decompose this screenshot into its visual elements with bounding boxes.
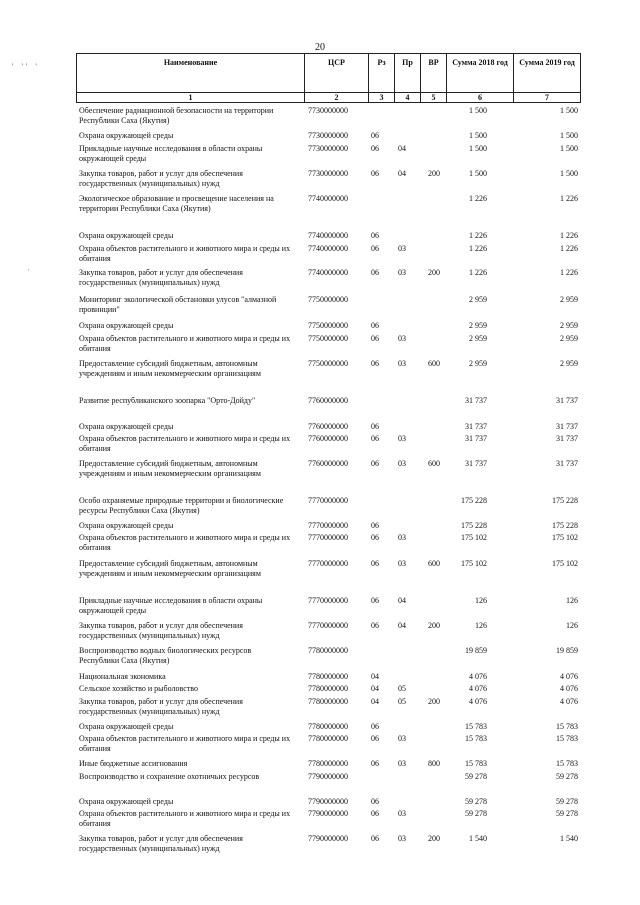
cell-s2018: 31 737 bbox=[465, 459, 487, 468]
cell-s2018: 2 959 bbox=[469, 321, 487, 330]
cell-s2019: 126 bbox=[566, 596, 578, 605]
cell-s2018: 4 076 bbox=[469, 684, 487, 693]
cell-name: Воспроизводство водных биологических ресурсов Республики Саха (Якутия) bbox=[79, 646, 252, 665]
cell-csr: 7780000000 bbox=[308, 684, 348, 693]
cell-s2018: 31 737 bbox=[465, 422, 487, 431]
cell-vr: 200 bbox=[428, 268, 440, 277]
cell-rz: 06 bbox=[371, 559, 379, 568]
cell-pr: 05 bbox=[398, 697, 406, 706]
cell-vr: 600 bbox=[428, 459, 440, 468]
cell-pr: 03 bbox=[398, 533, 406, 542]
cell-s2018: 175 102 bbox=[461, 559, 487, 568]
cell-rz: 06 bbox=[371, 131, 379, 140]
cell-csr: 7780000000 bbox=[308, 759, 348, 768]
cell-name: Охрана объектов растительного и животного мира и среды их обитания bbox=[79, 434, 291, 453]
cell-s2018: 1 226 bbox=[469, 231, 487, 240]
header-num-5: 5 bbox=[421, 93, 447, 103]
cell-name: Сельское хозяйство и рыболовство bbox=[79, 684, 199, 693]
cell-s2018: 126 bbox=[475, 596, 487, 605]
cell-name: Охрана окружающей среды bbox=[79, 131, 174, 140]
cell-s2019: 2 959 bbox=[560, 359, 578, 368]
cell-name: Охрана окружающей среды bbox=[79, 722, 174, 731]
cell-name: Экологическое образование и просвещение населения на территории Республики Саха (Якутия) bbox=[79, 194, 274, 213]
cell-s2019: 15 783 bbox=[556, 734, 578, 743]
cell-csr: 7770000000 bbox=[308, 559, 348, 568]
cell-pr: 03 bbox=[398, 459, 406, 468]
cell-pr: 03 bbox=[398, 359, 406, 368]
cell-s2019: 4 076 bbox=[560, 684, 578, 693]
cell-pr: 03 bbox=[398, 334, 406, 343]
cell-rz: 06 bbox=[371, 359, 379, 368]
cell-pr: 04 bbox=[398, 596, 406, 605]
header-num-6: 6 bbox=[447, 93, 514, 103]
cell-pr: 03 bbox=[398, 834, 406, 843]
cell-csr: 7770000000 bbox=[308, 621, 348, 630]
cell-vr: 200 bbox=[428, 169, 440, 178]
cell-csr: 7780000000 bbox=[308, 646, 348, 655]
cell-s2018: 1 226 bbox=[469, 194, 487, 203]
cell-s2019: 15 783 bbox=[556, 722, 578, 731]
cell-s2019: 175 102 bbox=[552, 559, 578, 568]
cell-vr: 600 bbox=[428, 359, 440, 368]
cell-s2019: 1 500 bbox=[560, 106, 578, 115]
page-number: 20 bbox=[315, 42, 325, 53]
cell-rz: 06 bbox=[371, 722, 379, 731]
cell-name: Иные бюджетные ассигнования bbox=[79, 759, 188, 768]
cell-csr: 7750000000 bbox=[308, 295, 348, 304]
cell-s2019: 1 500 bbox=[560, 144, 578, 153]
cell-csr: 7780000000 bbox=[308, 697, 348, 706]
cell-pr: 03 bbox=[398, 244, 406, 253]
cell-s2018: 15 783 bbox=[465, 722, 487, 731]
cell-s2018: 175 228 bbox=[461, 496, 487, 505]
cell-s2018: 1 500 bbox=[469, 106, 487, 115]
cell-name: Предоставление субсидий бюджетным, автономным учреждениям и иным некоммерческим организациям bbox=[79, 359, 261, 378]
cell-name: Развитие республиканского зоопарка "Орто-Дойду" bbox=[79, 396, 256, 405]
cell-vr: 200 bbox=[428, 621, 440, 630]
cell-rz: 06 bbox=[371, 334, 379, 343]
cell-csr: 7770000000 bbox=[308, 496, 348, 505]
cell-csr: 7790000000 bbox=[308, 834, 348, 843]
cell-s2018: 4 076 bbox=[469, 672, 487, 681]
cell-s2018: 15 783 bbox=[465, 734, 487, 743]
cell-s2019: 4 076 bbox=[560, 672, 578, 681]
cell-s2018: 1 500 bbox=[469, 144, 487, 153]
cell-name: Охрана объектов растительного и животного мира и среды их обитания bbox=[79, 334, 291, 353]
cell-s2018: 1 226 bbox=[469, 244, 487, 253]
cell-csr: 7770000000 bbox=[308, 521, 348, 530]
cell-name: Особо охраняемые природные территории и биологические ресурсы Республики Саха (Якутия) bbox=[79, 496, 284, 515]
cell-s2019: 1 500 bbox=[560, 131, 578, 140]
cell-s2018: 126 bbox=[475, 621, 487, 630]
header-num-7: 7 bbox=[514, 93, 581, 103]
cell-name: Охрана окружающей среды bbox=[79, 521, 174, 530]
cell-name: Охрана объектов растительного и животного мира и среды их обитания bbox=[79, 809, 291, 828]
cell-vr: 200 bbox=[428, 697, 440, 706]
cell-rz: 06 bbox=[371, 834, 379, 843]
cell-csr: 7780000000 bbox=[308, 734, 348, 743]
cell-s2018: 4 076 bbox=[469, 697, 487, 706]
header-num-4: 4 bbox=[395, 93, 421, 103]
cell-name: Охрана объектов растительного и животного мира и среды их обитания bbox=[79, 244, 291, 263]
cell-s2018: 1 500 bbox=[469, 169, 487, 178]
cell-s2019: 59 278 bbox=[556, 772, 578, 781]
cell-name: Закупка товаров, работ и услуг для обеспечения государственных (муниципальных) нужд bbox=[79, 268, 243, 287]
cell-rz: 04 bbox=[371, 697, 379, 706]
header-name: Наименование bbox=[77, 54, 305, 93]
cell-s2018: 1 540 bbox=[469, 834, 487, 843]
cell-csr: 7760000000 bbox=[308, 434, 348, 443]
cell-pr: 04 bbox=[398, 169, 406, 178]
scan-artifact-mark: ' '' ' bbox=[12, 62, 40, 71]
cell-s2018: 1 226 bbox=[469, 268, 487, 277]
cell-name: Предоставление субсидий бюджетным, автономным учреждениям и иным некоммерческим организациям bbox=[79, 459, 261, 478]
header-sum-2019: Сумма 2019 год bbox=[514, 54, 581, 93]
cell-rz: 04 bbox=[371, 672, 379, 681]
cell-s2018: 19 859 bbox=[465, 646, 487, 655]
cell-csr: 7790000000 bbox=[308, 772, 348, 781]
header-csr: ЦСР bbox=[305, 54, 369, 93]
cell-name: Охрана окружающей среды bbox=[79, 231, 174, 240]
cell-s2019: 4 076 bbox=[560, 697, 578, 706]
cell-name: Мониторинг экологической обстановки улусов "алмазной провинции" bbox=[79, 295, 277, 314]
header-num-3: 3 bbox=[369, 93, 395, 103]
cell-csr: 7750000000 bbox=[308, 321, 348, 330]
cell-csr: 7750000000 bbox=[308, 359, 348, 368]
cell-csr: 7760000000 bbox=[308, 459, 348, 468]
cell-vr: 600 bbox=[428, 559, 440, 568]
cell-csr: 7760000000 bbox=[308, 396, 348, 405]
cell-name: Воспроизводство и сохранение охотничьих ресурсов bbox=[79, 772, 260, 781]
cell-csr: 7730000000 bbox=[308, 131, 348, 140]
header-rz: Рз bbox=[369, 54, 395, 93]
header-num-1: 1 bbox=[77, 93, 305, 103]
cell-csr: 7730000000 bbox=[308, 106, 348, 115]
cell-csr: 7760000000 bbox=[308, 422, 348, 431]
cell-s2019: 31 737 bbox=[556, 459, 578, 468]
cell-s2018: 31 737 bbox=[465, 396, 487, 405]
cell-s2019: 2 959 bbox=[560, 321, 578, 330]
cell-rz: 06 bbox=[371, 759, 379, 768]
cell-vr: 800 bbox=[428, 759, 440, 768]
cell-s2018: 1 500 bbox=[469, 131, 487, 140]
cell-csr: 7780000000 bbox=[308, 672, 348, 681]
cell-rz: 06 bbox=[371, 533, 379, 542]
cell-rz: 06 bbox=[371, 621, 379, 630]
cell-s2018: 2 959 bbox=[469, 359, 487, 368]
header-sum-2018: Сумма 2018 год bbox=[447, 54, 514, 93]
cell-rz: 06 bbox=[371, 459, 379, 468]
cell-pr: 03 bbox=[398, 734, 406, 743]
cell-csr: 7730000000 bbox=[308, 144, 348, 153]
cell-rz: 06 bbox=[371, 734, 379, 743]
cell-s2019: 1 500 bbox=[560, 169, 578, 178]
cell-s2018: 2 959 bbox=[469, 334, 487, 343]
cell-s2018: 2 959 bbox=[469, 295, 487, 304]
cell-name: Закупка товаров, работ и услуг для обеспечения государственных (муниципальных) нужд bbox=[79, 621, 243, 640]
cell-csr: 7740000000 bbox=[308, 268, 348, 277]
header-pr: Пр bbox=[395, 54, 421, 93]
cell-vr: 200 bbox=[428, 834, 440, 843]
cell-s2019: 59 278 bbox=[556, 809, 578, 818]
cell-pr: 03 bbox=[398, 268, 406, 277]
cell-name: Закупка товаров, работ и услуг для обеспечения государственных (муниципальных) нужд bbox=[79, 834, 243, 853]
cell-s2019: 31 737 bbox=[556, 396, 578, 405]
cell-s2019: 31 737 bbox=[556, 422, 578, 431]
cell-name: Охрана окружающей среды bbox=[79, 321, 174, 330]
cell-pr: 04 bbox=[398, 144, 406, 153]
cell-name: Охрана объектов растительного и животного мира и среды их обитания bbox=[79, 734, 291, 753]
cell-s2019: 2 959 bbox=[560, 295, 578, 304]
cell-s2019: 126 bbox=[566, 621, 578, 630]
cell-csr: 7780000000 bbox=[308, 722, 348, 731]
cell-s2019: 2 959 bbox=[560, 334, 578, 343]
cell-pr: 03 bbox=[398, 759, 406, 768]
cell-s2019: 15 783 bbox=[556, 759, 578, 768]
cell-csr: 7770000000 bbox=[308, 596, 348, 605]
scan-artifact-dot: ' bbox=[28, 268, 30, 276]
cell-rz: 06 bbox=[371, 434, 379, 443]
cell-s2019: 1 226 bbox=[560, 268, 578, 277]
cell-name: Охрана окружающей среды bbox=[79, 797, 174, 806]
cell-rz: 06 bbox=[371, 268, 379, 277]
cell-pr: 03 bbox=[398, 809, 406, 818]
cell-s2018: 15 783 bbox=[465, 759, 487, 768]
cell-rz: 06 bbox=[371, 169, 379, 178]
cell-name: Прикладные научные исследования в области охраны окружающей среды bbox=[79, 144, 263, 163]
cell-s2019: 1 226 bbox=[560, 244, 578, 253]
cell-s2018: 31 737 bbox=[465, 434, 487, 443]
cell-s2018: 59 278 bbox=[465, 797, 487, 806]
cell-csr: 7770000000 bbox=[308, 533, 348, 542]
cell-csr: 7790000000 bbox=[308, 809, 348, 818]
cell-csr: 7740000000 bbox=[308, 244, 348, 253]
cell-rz: 06 bbox=[371, 244, 379, 253]
cell-csr: 7790000000 bbox=[308, 797, 348, 806]
cell-name: Охрана окружающей среды bbox=[79, 422, 174, 431]
cell-s2019: 59 278 bbox=[556, 797, 578, 806]
cell-pr: 03 bbox=[398, 559, 406, 568]
cell-s2019: 31 737 bbox=[556, 434, 578, 443]
cell-s2019: 175 228 bbox=[552, 496, 578, 505]
header-num-2: 2 bbox=[305, 93, 369, 103]
cell-name: Обеспечение радиационной безопасности на территории Республики Саха (Якутия) bbox=[79, 106, 274, 125]
cell-pr: 05 bbox=[398, 684, 406, 693]
cell-rz: 06 bbox=[371, 144, 379, 153]
cell-name: Охрана объектов растительного и животного мира и среды их обитания bbox=[79, 533, 291, 552]
cell-rz: 06 bbox=[371, 231, 379, 240]
cell-name: Национальная экономика bbox=[79, 672, 166, 681]
header-vr: ВР bbox=[421, 54, 447, 93]
cell-rz: 06 bbox=[371, 809, 379, 818]
cell-rz: 06 bbox=[371, 422, 379, 431]
cell-rz: 06 bbox=[371, 797, 379, 806]
cell-s2018: 59 278 bbox=[465, 809, 487, 818]
cell-s2019: 1 540 bbox=[560, 834, 578, 843]
cell-rz: 06 bbox=[371, 321, 379, 330]
cell-s2019: 19 859 bbox=[556, 646, 578, 655]
cell-rz: 04 bbox=[371, 684, 379, 693]
cell-s2018: 175 102 bbox=[461, 533, 487, 542]
cell-s2019: 175 228 bbox=[552, 521, 578, 530]
cell-csr: 7750000000 bbox=[308, 334, 348, 343]
cell-name: Прикладные научные исследования в области охраны окружающей среды bbox=[79, 596, 263, 615]
cell-s2018: 175 228 bbox=[461, 521, 487, 530]
cell-csr: 7740000000 bbox=[308, 231, 348, 240]
cell-s2019: 1 226 bbox=[560, 231, 578, 240]
cell-rz: 06 bbox=[371, 596, 379, 605]
cell-s2018: 59 278 bbox=[465, 772, 487, 781]
cell-csr: 7730000000 bbox=[308, 169, 348, 178]
cell-name: Предоставление субсидий бюджетным, автономным учреждениям и иным некоммерческим организациям bbox=[79, 559, 261, 578]
cell-name: Закупка товаров, работ и услуг для обеспечения государственных (муниципальных) нужд bbox=[79, 169, 243, 188]
cell-csr: 7740000000 bbox=[308, 194, 348, 203]
cell-pr: 03 bbox=[398, 434, 406, 443]
cell-rz: 06 bbox=[371, 521, 379, 530]
cell-name: Закупка товаров, работ и услуг для обеспечения государственных (муниципальных) нужд bbox=[79, 697, 243, 716]
cell-pr: 04 bbox=[398, 621, 406, 630]
cell-s2019: 1 226 bbox=[560, 194, 578, 203]
cell-s2019: 175 102 bbox=[552, 533, 578, 542]
